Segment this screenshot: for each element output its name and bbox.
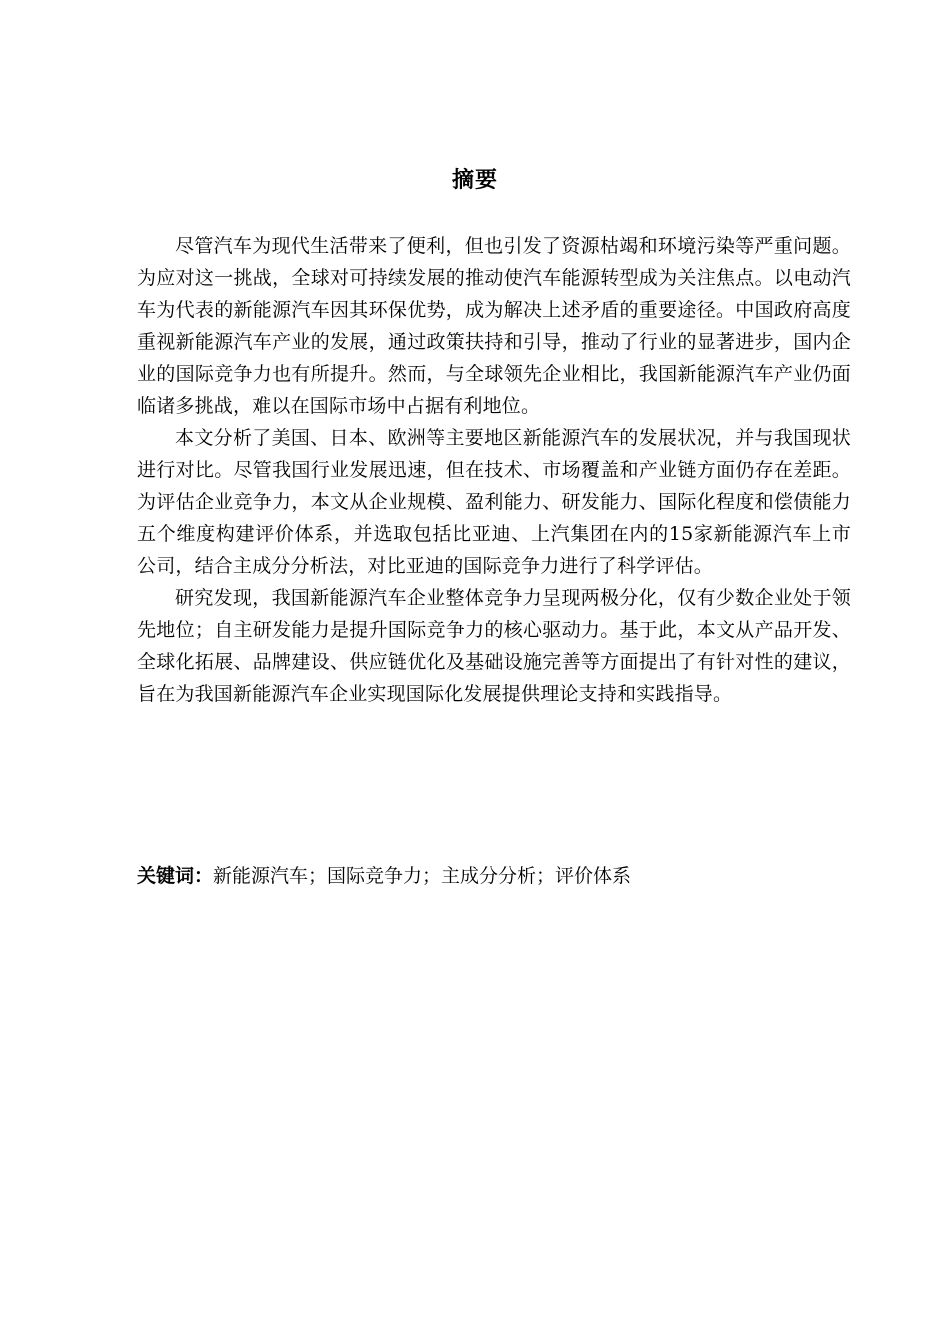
abstract-paragraph-1: 尽管汽车为现代生活带来了便利，但也引发了资源枯竭和环境污染等严重问题。为应对这一挑战，全球对可持续发展的推动使汽车能源转型成为关注焦点。以电动汽车为代表的新能源汽车因其环保优势，成为解决上述矛盾的重要途径。中国政府高度重视新能源汽车产业的发展，通过政策扶持和引导，推动了行业的显著进步，国内企业的国际竞争力也有所提升。然而，与全球领先企业相比，我国新能源汽车产业仍面临诸多挑战，难以在国际市场中占据有利地位。 (137, 235, 851, 417)
keywords-line (137, 860, 851, 892)
abstract-paragraph-3: 研究发现，我国新能源汽车企业整体竞争力呈现两极分化，仅有少数企业处于领先地位；自主研发能力是提升国际竞争力的核心驱动力。基于此，本文从产品开发、全球化拓展、品牌建设、供应链优化及基础设施完善等方面提出了有针对性的建议，旨在为我国新能源汽车企业实现国际化发展提供理论支持和实践指导。 (137, 587, 851, 705)
abstract-body (137, 230, 851, 710)
abstract-title: 摘要 (451, 168, 498, 193)
keywords-text: 新能源汽车；国际竞争力；主成分分析；评价体系 (213, 865, 632, 887)
abstract-paragraph-2: 本文分析了美国、日本、欧洲等主要地区新能源汽车的发展状况，并与我国现状进行对比。尽管我国行业发展迅速，但在技术、市场覆盖和产业链方面仍存在差距。为评估企业竞争力，本文从企业规模、盈利能力、研发能力、国际化程度和偿债能力五个维度构建评价体系，并选取包括比亚迪、上汽集团在内的15家新能源汽车上市公司，结合主成分分析法，对比亚迪的国际竞争力进行了科学评估。 (137, 427, 851, 577)
keywords-label: 关键词： (137, 865, 214, 887)
